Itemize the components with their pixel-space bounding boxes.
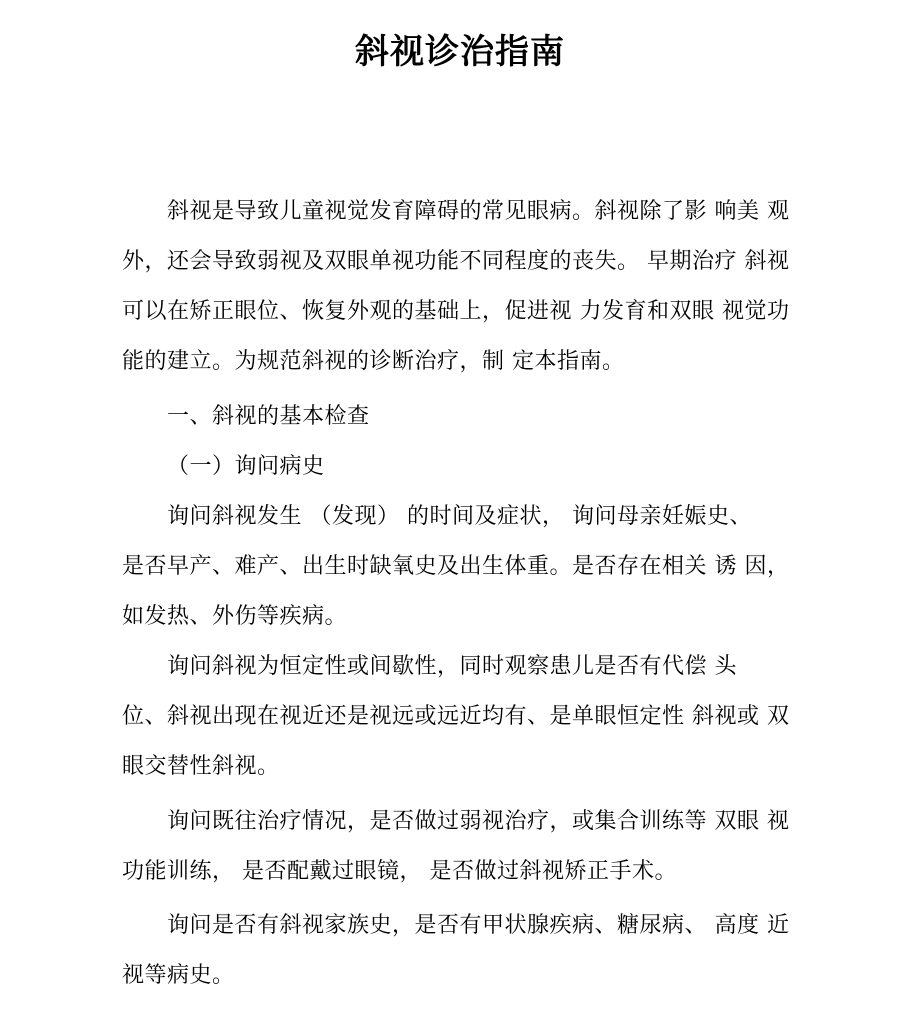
paragraph-constancy [122, 639, 798, 789]
text-line: 询问斜视发生 （发现） 的时间及症状， 询问母亲妊娠史、 [167, 503, 752, 529]
text-line: 可以在矫正眼位、恢复外观的基础上，促进视 力发育和双眼 视觉功 [122, 298, 790, 324]
heading-line: 一、斜视的基本检查 [167, 403, 370, 429]
document-body [0, 184, 920, 998]
text-line: 是否早产、难产、出生时缺氧史及出生体重。是否存在相关 诱 因， [122, 553, 790, 579]
document-title: 斜视诊治指南 [355, 32, 565, 72]
heading-line: （一）询问病史 [167, 453, 325, 479]
text-line: 视等病史。 [122, 962, 235, 988]
text-line: 位、斜视出现在视近还是视远或远近均有、是单眼恒定性 斜视或 双 [122, 703, 790, 729]
text-line: 如发热、外伤等疾病。 [122, 603, 348, 629]
text-line: 外，还会导致弱视及双眼单视功能不同程度的丧失。 早期治疗 斜视 [122, 248, 790, 274]
paragraph-intro [122, 184, 798, 384]
text-line: 功能训练， 是否配戴过眼镜， 是否做过斜视矫正手术。 [122, 858, 677, 884]
subsection-heading-history [122, 439, 798, 489]
text-line: 眼交替性斜视。 [122, 753, 280, 779]
text-line: 斜视是导致儿童视觉发育障碍的常见眼病。斜视除了影 响美 观 [167, 198, 790, 224]
section-heading-basic-exam [122, 389, 798, 439]
paragraph-family-history [122, 898, 798, 998]
paragraph-onset-history [122, 489, 798, 639]
text-line: 询问既往治疗情况，是否做过弱视治疗，或集合训练等 双眼 视 [167, 808, 790, 834]
text-line: 询问是否有斜视家族史，是否有甲状腺疾病、糖尿病、 高度 近 [167, 912, 790, 938]
text-line: 能的建立。为规范斜视的诊断治疗，制 定本指南。 [122, 348, 625, 374]
text-line: 询问斜视为恒定性或间歇性，同时观察患儿是否有代偿 头 [167, 653, 737, 679]
paragraph-prior-treatment [122, 794, 798, 894]
